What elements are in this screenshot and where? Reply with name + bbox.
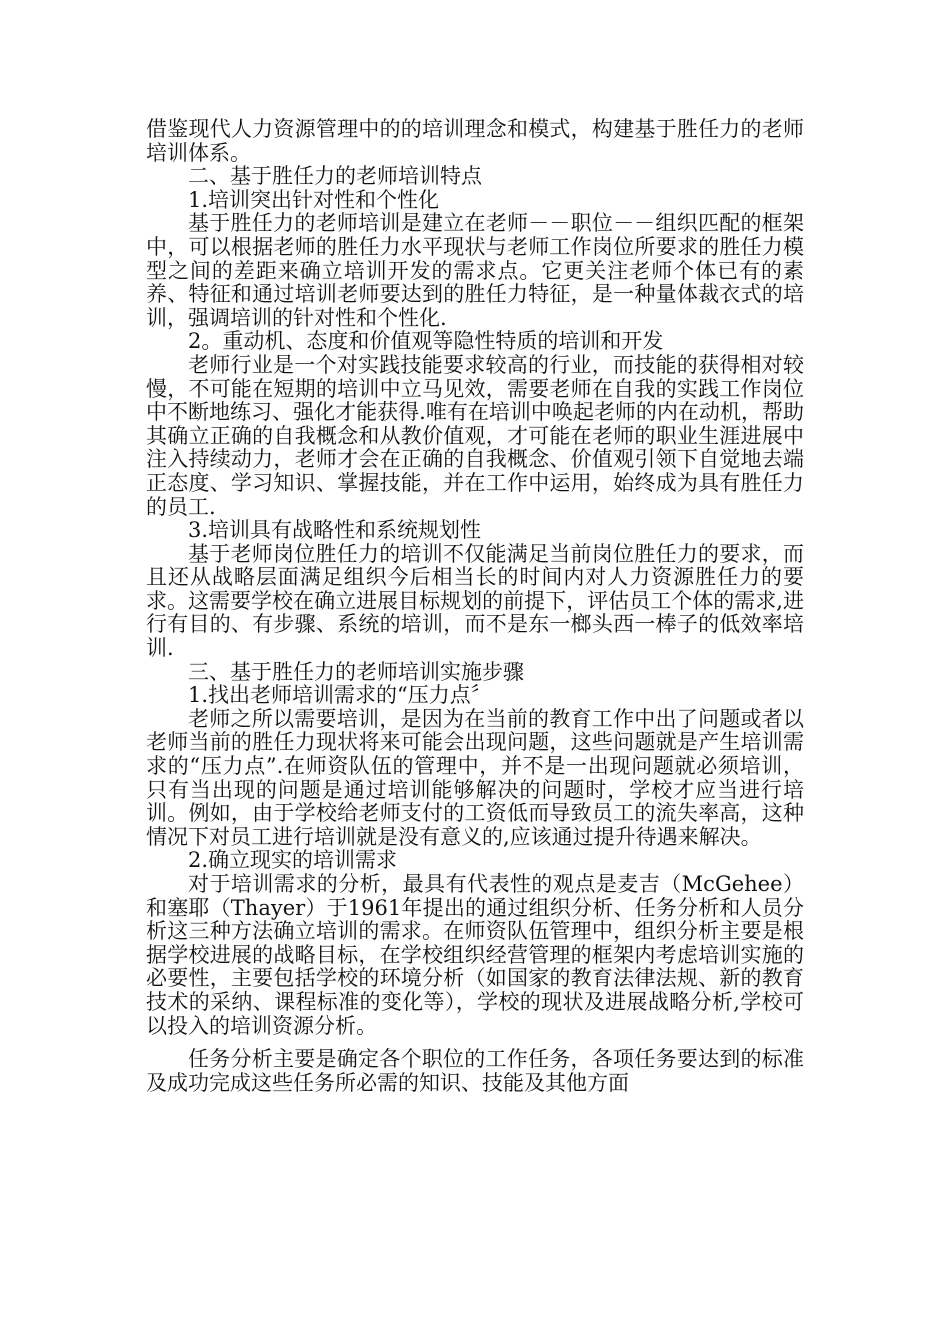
- paragraph-intro-continuation: 借鉴现代人力资源管理中的的培训理念和模式，构建基于胜任力的老师培训体系。: [146, 117, 804, 165]
- paragraph-2-2: 老师行业是一个对实践技能要求较高的行业，而技能的获得相对较慢，不可能在短期的培训中立马见效，需要老师在自我的实践工作岗位中不断地练习、强化才能获得.唯有在培训中唤起老师的内在动机，帮助其确立正确的自我概念和从教价值观，才可能在老师的职业生涯进展中注入持续动力，老师才会在正确的自我概念、价值观引领下自觉地去端正态度、学习知识、掌握技能，并在工作中运用，始终成为具有胜任力的员工.: [146, 352, 804, 519]
- paragraph-2-1: 基于胜任力的老师培训是建立在老师－－职位－－组织匹配的框架中，可以根据老师的胜任力水平现状与老师工作岗位所要求的胜任力模型之间的差距来确立培训开发的需求点。它更关注老师个体已有的素养、特征和通过培训老师要达到的胜任力特征，是一种量体裁衣式的培训，强调培训的针对性和个性化.: [146, 211, 804, 330]
- section-heading-3: 三、基于胜任力的老师培训实施步骤: [188, 659, 524, 684]
- subheading-2-3: 3.培训具有战略性和系统规划性: [188, 518, 482, 543]
- paragraph-3-2: 对于培训需求的分析，最具有代表性的观点是麦吉（McGehee）和塞耶（Thayer）于1961年提出的通过组织分析、任务分析和人员分析这三种方法确立培训的需求。在师资队伍管理中，组织分析主要是根据学校进展的战略目标，在学校组织经营管理的框架内考虑培训实施的必要性，主要包括学校的环境分析（如国家的教育法律法规、新的教育技术的采纳、课程标准的变化等），学校的现状及进展战略分析,学校可以投入的培训资源分析。: [146, 872, 804, 1038]
- subheading-2-2: 2。重动机、态度和价值观等隐性特质的培训和开发: [188, 329, 664, 354]
- section-heading-2: 二、基于胜任力的老师培训特点: [188, 164, 482, 189]
- document-page: [146, 118, 804, 1095]
- subheading-3-2: 2.确立现实的培训需求: [188, 848, 398, 873]
- paragraph-3-2-task-analysis: 任务分析主要是确定各个职位的工作任务，各项任务要达到的标准及成功完成这些任务所必需的知识、技能及其他方面: [146, 1047, 804, 1095]
- paragraph-2-3: 基于老师岗位胜任力的培训不仅能满足当前岗位胜任力的要求，而且还从战略层面满足组织今后相当长的时间内对人力资源胜任力的要求。这需要学校在确立进展目标规划的前提下，评估员工个体的需求,进行有目的、有步骤、系统的培训，而不是东一榔头西一棒子的低效率培训.: [146, 541, 804, 661]
- paragraph-3-1: 老师之所以需要培训，是因为在当前的教育工作中出了问题或者以老师当前的胜任力现状将来可能会出现问题，这些问题就是产生培训需求的“压力点”.在师资队伍的管理中，并不是一出现问题就必须培训，只有当出现的问题是通过培训能够解决的问题时，学校才应当进行培训。例如，由于学校给老师支付的工资低而导致员工的流失率高，这种情况下对员工进行培训就是没有意义的,应该通过提升待遇来解决。: [146, 706, 804, 849]
- subheading-2-1: 1.培训突出针对性和个性化: [188, 187, 440, 212]
- subheading-3-1: 1.找出老师培训需求的“压力点〞: [188, 683, 492, 708]
